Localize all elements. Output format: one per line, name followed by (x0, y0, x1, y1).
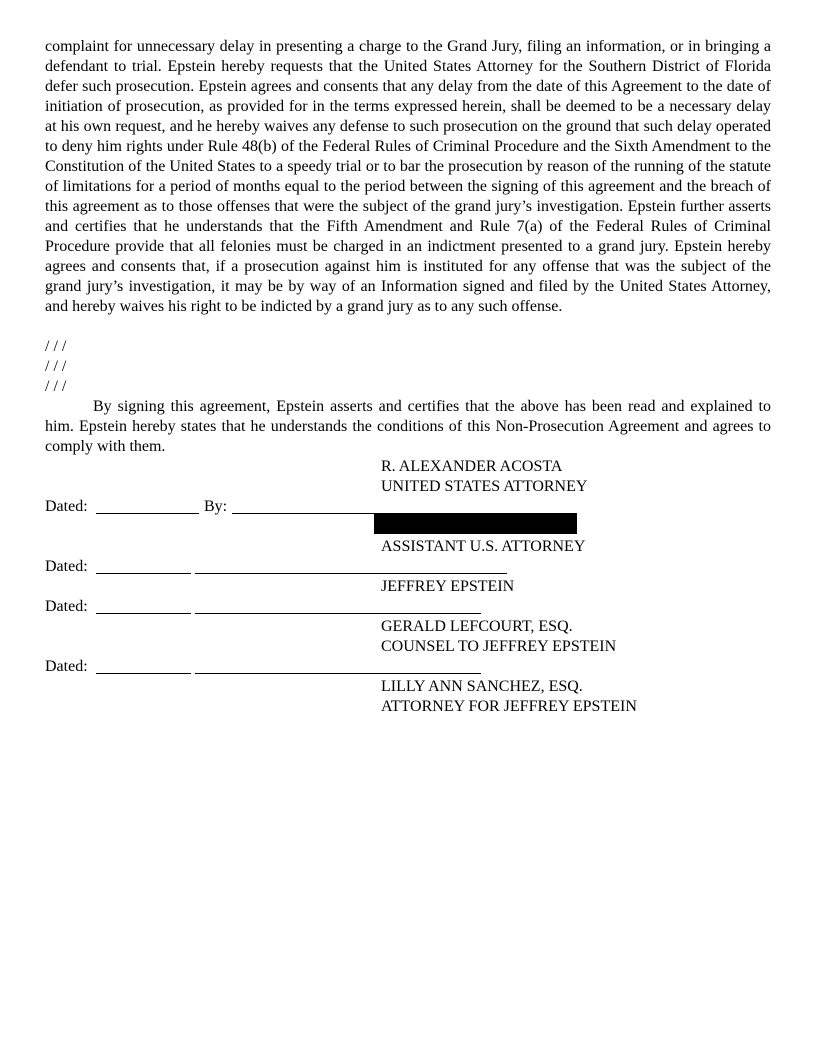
signature-line[interactable] (195, 613, 481, 614)
signature-line[interactable] (195, 573, 507, 574)
epstein-name: JEFFREY EPSTEIN (381, 578, 515, 595)
signature-line[interactable] (195, 673, 481, 674)
sanchez-title: ATTORNEY FOR JEFFREY EPSTEIN (381, 698, 637, 715)
us-attorney-title: UNITED STATES ATTORNEY (381, 478, 588, 495)
lefcourt-title: COUNSEL TO JEFFREY EPSTEIN (381, 638, 617, 655)
dated-label: Dated: (45, 498, 88, 515)
slash-separator: / / / (45, 338, 67, 355)
date-line[interactable] (96, 573, 191, 574)
slash-separator: / / / (45, 358, 67, 375)
signature-line[interactable] (232, 513, 376, 514)
acknowledgement-paragraph: By signing this agreement, Epstein asserts and certifies that the above has been read and explained to him. Epstein hereby states that he understands the conditions of this Non-Prosecution Agreement and agrees to comply with them. (45, 398, 771, 455)
dated-label: Dated: (45, 598, 88, 615)
by-label: By: (204, 498, 228, 515)
dated-label: Dated: (45, 558, 88, 575)
date-line[interactable] (96, 673, 191, 674)
ausa-title: ASSISTANT U.S. ATTORNEY (381, 538, 586, 555)
date-line[interactable] (96, 613, 191, 614)
sanchez-name: LILLY ANN SANCHEZ, ESQ. (381, 678, 583, 695)
us-attorney-name: R. ALEXANDER ACOSTA (381, 458, 563, 475)
dated-label: Dated: (45, 658, 88, 675)
slash-separator: / / / (45, 378, 67, 395)
date-line[interactable] (96, 513, 199, 514)
lefcourt-name: GERALD LEFCOURT, ESQ. (381, 618, 573, 635)
waiver-paragraph: complaint for unnecessary delay in presenting a charge to the Grand Jury, filing an information, or in bringing a defendant to trial. Epstein hereby requests that the United States Attorney for the Southern District of Florida defer such prosecution. Epstein agrees and consents that any delay from the date of this Agreement to the date of initiation of prosecution, as provided for in the terms expressed herein, shall be deemed to be a necessary delay at his own request, and he hereby waives any defense to such prosecution on the ground that such delay operated to deny him rights under Rule 48(b) of the Federal Rules of Criminal Procedure and the Sixth Amendment to the Constitution of the United States to a speedy trial or to bar the prosecution by reason of the running of the statute of limitations for a period of months equal to the period between the signing of this agreement and the breach of this agreement as to those offenses that were the subject of the grand jury’s investigation. Epstein further asserts and certifies that he understands that the Fifth Amendment and Rule 7(a) of the Federal Rules of Criminal Procedure provide that all felonies must be charged in an indictment presented to a grand jury. Epstein hereby agrees and consents that, if a prosecution against him is instituted for any offense that was the subject of the grand jury’s investigation, it may be by way of an Information signed and filed by the United States Attorney, and hereby waives his right to be indicted by a grand jury as to any such offense. (45, 38, 771, 315)
redaction-block (374, 513, 577, 534)
